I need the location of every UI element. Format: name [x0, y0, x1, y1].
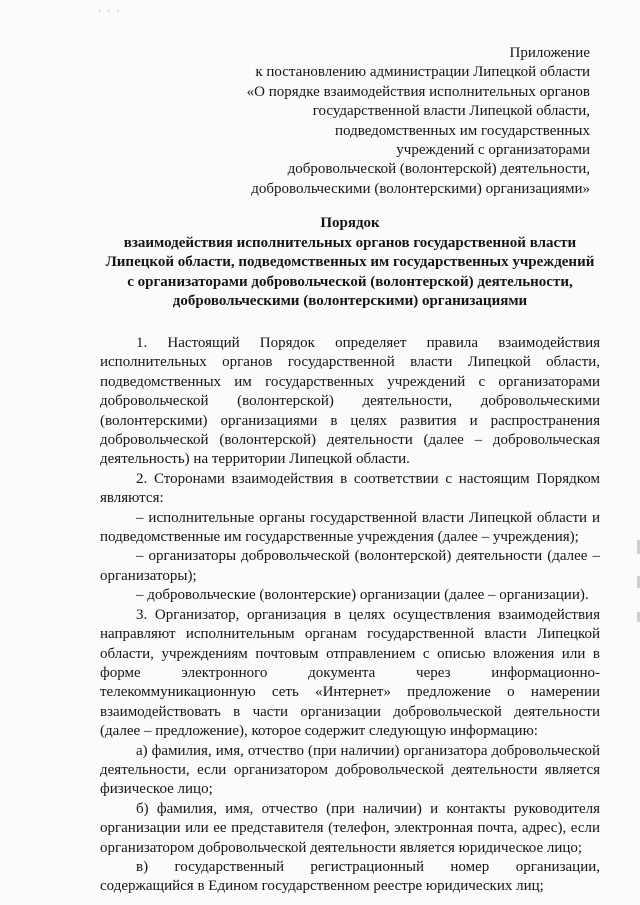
- title-line: взаимодействия исполнительных органов государственной власти: [123, 234, 577, 251]
- annex-line: подведомственных им государственных: [335, 122, 590, 139]
- annex-line: к постановлению администрации Липецкой области: [255, 64, 590, 81]
- annex-line: добровольческими (волонтерскими) организациями»: [251, 180, 590, 197]
- title-line: с организаторами добровольческой (волонтерской) деятельности,: [127, 273, 573, 290]
- scan-speck: · · ·: [98, 6, 122, 16]
- document-title: [100, 214, 600, 312]
- title-line: добровольческими (волонтерскими) организациями: [172, 293, 528, 309]
- document-body: [100, 334, 600, 897]
- list-item: – исполнительные органы государственной власти Липецкой области и подведомственные им государственные учреждения (далее – учреждения);: [100, 509, 600, 546]
- paragraph-1: 1. Настоящий Порядок определяет правила взаимодействия исполнительных органов государственной власти Липецкой области, подведомственных им государственных учреждений с организаторами добровольческой (волонтерской) деятельности, добровольческими (волонтерскими) организациями в целях развития и распространения добровольческой (волонтерской) деятельности (далее – добровольческая деятельность) на территории Липецкой области.: [100, 335, 600, 468]
- title-line: Липецкой области, подведомственных им государственных учреждений: [105, 254, 595, 270]
- paragraph-2: 2. Сторонами взаимодействия в соответствии с настоящим Порядком являются:: [100, 470, 600, 507]
- annex-line: учреждений с организаторами: [396, 142, 590, 159]
- annex-line: государственной власти Липецкой области,: [312, 103, 590, 120]
- list-item: а) фамилия, имя, отчество (при наличии) организатора добровольческой деятельности, если организатором добровольческой деятельности является физическое лицо;: [100, 742, 600, 798]
- annex-line: добровольческой (волонтерской) деятельности,: [287, 161, 590, 178]
- list-item: – добровольческие (волонтерские) организации (далее – организации).: [136, 587, 589, 604]
- title-heading: Порядок: [320, 215, 380, 231]
- list-item: б) фамилия, имя, отчество (при наличии) и контакты руководителя организации или ее представителя (телефон, электронная почта, адрес), если организатором добровольческой деятельности является юридическое лицо;: [100, 800, 600, 856]
- annex-header: [170, 44, 590, 199]
- list-item: – организаторы добровольческой (волонтерской) деятельности (далее – организаторы);: [100, 548, 600, 584]
- annex-line: Приложение: [509, 45, 590, 61]
- paragraph-3: 3. Организатор, организация в целях осуществления взаимодействия направляют исполнительным органам государственной власти Липецкой области, учреждениям почтовым отправлением с описью вложения или в форме электронного документа через информационно-телекоммуникационную сеть «Интернет» предложение о намерении взаимодействовать в части организации добровольческой деятельности (далее – предложение), которое содержит следующую информацию:: [100, 606, 600, 740]
- annex-line: «О порядке взаимодействия исполнительных органов: [246, 83, 590, 100]
- list-item: в) государственный регистрационный номер организации, содержащийся в Едином государственном реестре юридических лиц;: [100, 858, 600, 895]
